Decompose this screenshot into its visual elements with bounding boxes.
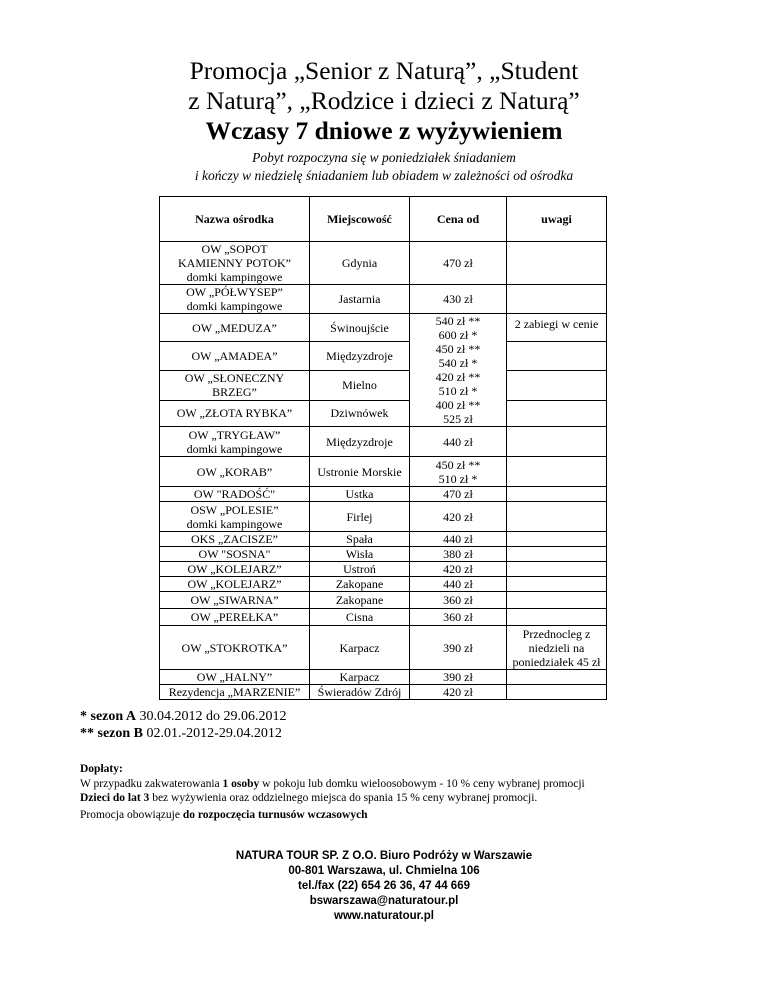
- cell-uwagi: [507, 502, 607, 532]
- surcharge-text: w pokoju lub domku wieloosobowym - 10 % ceny wybranej promocji: [259, 777, 585, 790]
- price-line: 510 zł *: [438, 471, 478, 486]
- table-row: [160, 592, 607, 609]
- surcharge-line-2: [80, 791, 585, 806]
- cell-cena: 390 zł: [410, 670, 507, 685]
- cell-miejscowosc: Gdynia: [310, 242, 410, 285]
- cell-cena: 430 zł: [410, 285, 507, 314]
- cell-cena-block: [410, 314, 507, 427]
- cell-nazwa: OW „AMADEA”: [160, 342, 310, 370]
- name-line: OW „SŁONECZNY: [184, 371, 285, 386]
- table-row: [160, 342, 607, 370]
- cell-cena: 420 zł: [410, 685, 507, 700]
- cell-uwagi: [507, 532, 607, 547]
- cell-uwagi-meduza: 2 zabiegi w cenie: [507, 314, 607, 342]
- cell-uwagi: [507, 242, 607, 285]
- cell-cena: 390 zł: [410, 626, 507, 670]
- table-row: [160, 427, 607, 457]
- cell-cena: 470 zł: [410, 242, 507, 285]
- table-row: [160, 562, 607, 577]
- season-a-dates: 30.04.2012 do 29.06.2012: [139, 709, 287, 724]
- cell-uwagi: [507, 562, 607, 577]
- title-line-1: Promocja „Senior z Naturą”, „Student: [189, 56, 579, 85]
- company-footer: [0, 849, 768, 924]
- cell-nazwa: OW "RADOŚĆ": [160, 487, 310, 502]
- header-uwagi: uwagi: [507, 197, 607, 242]
- season-a-label: * sezon A: [80, 709, 136, 724]
- cell-cena: 380 zł: [410, 547, 507, 562]
- surcharge-line-1: [80, 777, 585, 792]
- note-line: Przednocleg z: [522, 626, 591, 641]
- cell-nazwa: [160, 285, 310, 314]
- cell-uwagi: [507, 609, 607, 626]
- cell-nazwa: OW „KORAB”: [160, 457, 310, 487]
- cell-cena: 420 zł: [410, 562, 507, 577]
- name-line: OW „SOPOT: [201, 242, 268, 256]
- cell-miejscowosc: Cisna: [310, 609, 410, 626]
- header-nazwa: Nazwa ośrodka: [160, 197, 310, 242]
- cell-cena: 420 zł: [410, 502, 507, 532]
- cell-nazwa: OW „SIWARNA”: [160, 592, 310, 609]
- season-legend: [80, 708, 287, 742]
- name-line: domki kampingowe: [186, 270, 283, 284]
- footer-company: NATURA TOUR SP. Z O.O. Biuro Podróży w Warszawie: [235, 850, 533, 862]
- note-line: niedzieli na: [528, 640, 585, 655]
- table-row: [160, 547, 607, 562]
- surcharges-heading: Dopłaty:: [80, 763, 123, 775]
- table-row: [160, 670, 607, 685]
- cell-uwagi: [507, 400, 607, 426]
- season-a: [80, 708, 287, 725]
- cell-nazwa: [160, 502, 310, 532]
- season-b-label: ** sezon B: [80, 726, 143, 741]
- cell-miejscowosc: Wisła: [310, 547, 410, 562]
- footer-email: bswarszawa@naturatour.pl: [309, 895, 459, 907]
- table-row: [160, 577, 607, 592]
- table-row: [160, 285, 607, 314]
- cell-miejscowosc: Międzyzdroje: [310, 427, 410, 457]
- table-row: [160, 457, 607, 487]
- cell-uwagi: [507, 577, 607, 592]
- table-row: [160, 626, 607, 670]
- cell-nazwa: OW "SOSNA": [160, 547, 310, 562]
- cell-nazwa: OW „KOLEJARZ”: [160, 562, 310, 577]
- price-line: 600 zł *: [438, 328, 478, 342]
- cell-miejscowosc: Firlej: [310, 502, 410, 532]
- cell-nazwa: OW „ZŁOTA RYBKA”: [160, 400, 310, 426]
- subtitle-line-1: Pobyt rozpoczyna się w poniedziałek śniadaniem: [252, 150, 516, 165]
- cell-miejscowosc: Ustroń: [310, 562, 410, 577]
- cell-cena: 440 zł: [410, 532, 507, 547]
- table-row: [160, 242, 607, 285]
- price-line: 540 zł *: [438, 356, 478, 370]
- cell-miejscowosc: Zakopane: [310, 592, 410, 609]
- cell-uwagi: [507, 670, 607, 685]
- cell-miejscowosc: Karpacz: [310, 670, 410, 685]
- price-line: 450 zł **: [435, 457, 481, 472]
- table-row: [160, 370, 607, 400]
- table-row: [160, 400, 607, 426]
- cell-miejscowosc: Zakopane: [310, 577, 410, 592]
- subtitle-line-2: i kończy w niedzielę śniadaniem lub obiadem w zależności od ośrodka: [194, 168, 574, 183]
- cell-uwagi: [507, 547, 607, 562]
- cell-nazwa: OW „PEREŁKA”: [160, 609, 310, 626]
- cell-cena: 440 zł: [410, 577, 507, 592]
- price-line: 450 zł **: [435, 342, 481, 356]
- cell-uwagi-stokrotka: [507, 626, 607, 670]
- name-line: KAMIENNY POTOK”: [178, 256, 291, 270]
- cell-miejscowosc: Świnoujście: [310, 314, 410, 342]
- cell-nazwa: OKS „ZACISZE”: [160, 532, 310, 547]
- cell-nazwa: [160, 370, 310, 400]
- price-line: 400 zł **: [435, 398, 481, 412]
- cell-nazwa: Rezydencja „MARZENIE”: [160, 685, 310, 700]
- cell-cena: 360 zł: [410, 592, 507, 609]
- cell-nazwa: [160, 242, 310, 285]
- cell-nazwa: OW „MEDUZA”: [160, 314, 310, 342]
- footer-website: www.naturatour.pl: [334, 910, 434, 922]
- season-b: [80, 725, 287, 742]
- price-line: 510 zł *: [438, 384, 478, 398]
- name-line: domki kampingowe: [186, 441, 283, 456]
- table-row: [160, 502, 607, 532]
- price-line: 540 zł **: [435, 314, 481, 328]
- name-line: BRZEG”: [212, 385, 257, 400]
- cell-cena: 470 zł: [410, 487, 507, 502]
- cell-miejscowosc: Ustronie Morskie: [310, 457, 410, 487]
- price-line: 525 zł: [443, 412, 473, 426]
- document-title: [0, 56, 768, 146]
- cell-uwagi: [507, 487, 607, 502]
- name-line: OW „PÓŁWYSEP”: [186, 285, 283, 299]
- table-row: [160, 685, 607, 700]
- cell-miejscowosc: Karpacz: [310, 626, 410, 670]
- footer-phone: tel./fax (22) 654 26 36, 47 44 669: [298, 880, 470, 892]
- name-line: domki kampingowe: [186, 299, 283, 313]
- promo-text: Promocja obowiązuje: [80, 809, 183, 821]
- cell-miejscowosc: Międzyzdroje: [310, 342, 410, 370]
- surcharge-bold: Dzieci do lat 3: [80, 792, 150, 804]
- note-line: poniedziałek 45 zł: [512, 654, 601, 669]
- cell-uwagi: [507, 592, 607, 609]
- title-line-2: z Naturą”, „Rodzice i dzieci z Naturą”: [188, 86, 580, 115]
- cell-cena: 360 zł: [410, 609, 507, 626]
- surcharge-text: W przypadku zakwaterowania: [80, 777, 223, 790]
- cell-nazwa: OW „STOKROTKA”: [160, 626, 310, 670]
- cell-uwagi: [507, 370, 607, 400]
- promo-validity: [80, 808, 368, 822]
- cell-miejscowosc: Ustka: [310, 487, 410, 502]
- document-subtitle: [0, 149, 768, 185]
- season-b-dates: 02.01.-2012-29.04.2012: [146, 726, 282, 741]
- cell-miejscowosc: Dziwnówek: [310, 400, 410, 426]
- cell-cena: [410, 457, 507, 487]
- title-line-3: Wczasy 7 dniowe z wyżywieniem: [205, 116, 563, 145]
- table-row: [160, 609, 607, 626]
- cell-miejscowosc: Spała: [310, 532, 410, 547]
- cell-uwagi: [507, 457, 607, 487]
- surcharge-bold: 1 osoby: [222, 777, 260, 790]
- price-line: 420 zł **: [435, 370, 481, 384]
- name-line: OW „TRYGŁAW”: [188, 427, 281, 442]
- surcharge-text: bez wyżywienia oraz oddzielnego miejsca do spania 15 % ceny wybranej promocji.: [149, 792, 538, 804]
- table-header-row: [160, 197, 607, 242]
- cell-uwagi: [507, 685, 607, 700]
- footer-address: 00-801 Warszawa, ul. Chmielna 106: [288, 865, 480, 877]
- price-table: [159, 196, 607, 700]
- table-row: [160, 487, 607, 502]
- name-line: domki kampingowe: [186, 516, 283, 531]
- cell-uwagi: [507, 427, 607, 457]
- name-line: OSW „POLESIE”: [190, 502, 279, 517]
- surcharges: [80, 762, 585, 806]
- table-row: [160, 532, 607, 547]
- cell-miejscowosc: Świeradów Zdrój: [310, 685, 410, 700]
- cell-nazwa: OW „HALNY”: [160, 670, 310, 685]
- cell-nazwa: OW „KOLEJARZ”: [160, 577, 310, 592]
- header-cena: Cena od: [410, 197, 507, 242]
- cell-miejscowosc: Mielno: [310, 370, 410, 400]
- promo-bold: do rozpoczęcia turnusów wczasowych: [182, 809, 368, 821]
- cell-uwagi: [507, 285, 607, 314]
- header-miejscowosc: Miejscowość: [310, 197, 410, 242]
- cell-uwagi: [507, 342, 607, 370]
- cell-miejscowosc: Jastarnia: [310, 285, 410, 314]
- table-row: [160, 314, 607, 342]
- cell-cena: 440 zł: [410, 427, 507, 457]
- cell-nazwa: [160, 427, 310, 457]
